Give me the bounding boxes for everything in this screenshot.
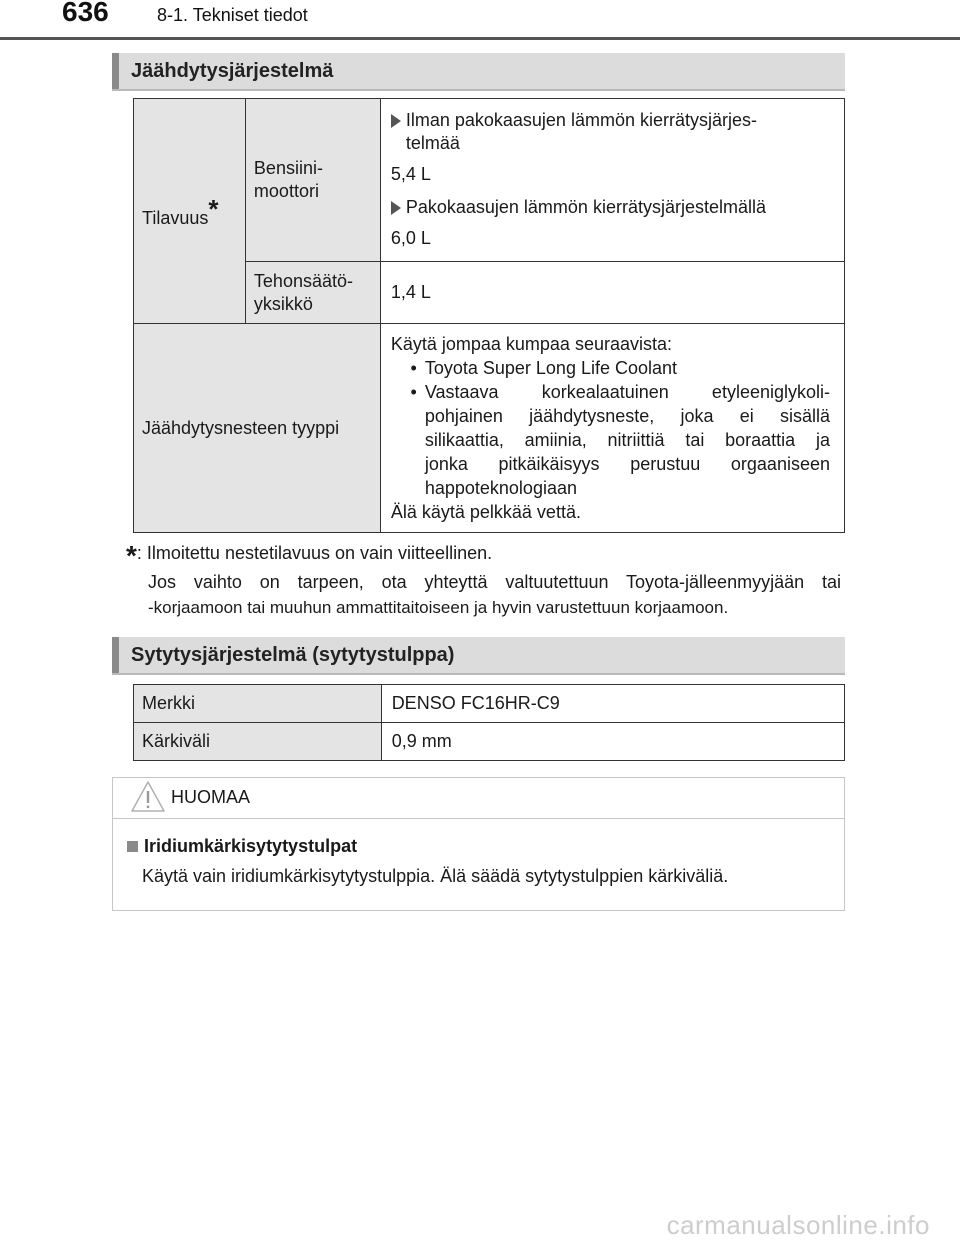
brand-label: Merkki	[142, 693, 195, 713]
bullet-dot-icon: •	[410, 358, 417, 378]
pcu-value: 1,4 L	[390, 282, 431, 302]
coolant-bullet1-text: Toyota Super Long Life Coolant	[424, 358, 678, 378]
gasoline-label-line1: Bensiini-	[253, 158, 323, 178]
option2-text: Pakokaasujen lämmön kierrätysjärjestelmällä	[405, 197, 766, 217]
option1-line2: telmää	[405, 133, 460, 153]
coolant-type-label-cell	[134, 324, 381, 533]
option1-line1: Ilman pakokaasujen lämmön kierrätysjärjes-	[405, 110, 757, 130]
cooling-heading-text: Jäähdytysjärjestelmä	[131, 60, 334, 82]
brand-value: DENSO FC16HR-C9	[391, 693, 560, 713]
header-rule	[0, 37, 960, 40]
option-with-recirculation	[391, 196, 830, 219]
coolant-bullet2-line: pohjainen jäähdytysneste, joka ei sisällä	[424, 406, 830, 426]
coolant-bullet-1	[391, 356, 830, 380]
notice-subheading-text: Iridiumkärkisytytystulpat	[144, 836, 358, 856]
footnote-mark: *	[126, 540, 137, 571]
notice-header	[113, 778, 844, 819]
pcu-label-line2: yksikkö	[253, 293, 313, 314]
ignition-spec-table	[133, 684, 845, 761]
pcu-capacity-cell	[380, 262, 844, 324]
cooling-spec-table	[133, 98, 845, 533]
coolant-bullet2-line: jonka pitkäikäisyys perustuu orgaaniseen	[424, 454, 830, 474]
triangle-bullet-icon	[391, 201, 401, 215]
footnote	[126, 540, 841, 621]
coolant-intro: Käytä jompaa kumpaa seuraavista:	[390, 334, 672, 354]
brand-label-cell	[134, 685, 382, 723]
ignition-heading-text: Sytytysjärjestelmä (sytytystulppa)	[131, 644, 455, 666]
gasoline-label-line2: moottori	[253, 181, 319, 201]
coolant-type-cell	[380, 324, 844, 533]
option1-value: 5,4 L	[390, 164, 431, 184]
triangle-bullet-icon	[391, 114, 401, 128]
warning-triangle-icon	[130, 780, 166, 814]
option2-value: 6,0 L	[390, 228, 431, 248]
cooling-section-heading	[112, 53, 845, 89]
gasoline-engine-label-cell	[245, 99, 380, 262]
coolant-warning: Älä käytä pelkkää vettä.	[390, 502, 581, 522]
pcu-label-cell	[245, 262, 380, 324]
notice-box	[112, 777, 845, 911]
footnote-line1-text: : Ilmoitettu nestetilavuus on vain viitteellinen.	[136, 543, 493, 563]
footnote-line3: -korjaamoon tai muuhun ammattitaitoiseen ja hyvin varustettuun korjaamoon.	[148, 598, 729, 617]
footnote-line1	[126, 540, 841, 569]
bullet-dot-icon: •	[410, 382, 417, 402]
footnote-line2: Jos vaihto on tarpeen, ota yhteyttä valtuutettuun Toyota-jälleenmyyjään tai	[148, 572, 841, 592]
notice-text: Käytä vain iridiumkärkisytytystulppia. Älä säädä sytytystulppien kärkiväliä.	[142, 866, 729, 886]
capacity-label-cell	[134, 99, 246, 324]
ignition-section-heading	[112, 637, 845, 673]
notice-title: HUOMAA	[171, 787, 251, 807]
coolant-bullet-2	[391, 380, 830, 500]
gap-value: 0,9 mm	[391, 731, 452, 751]
square-bullet-icon	[127, 841, 138, 852]
option-without-recirculation	[391, 109, 830, 155]
capacity-footnote-mark: *	[208, 193, 219, 224]
brand-value-cell	[381, 685, 844, 723]
gap-value-cell	[381, 723, 844, 761]
page-number: 636	[62, 0, 109, 27]
gap-label-cell	[134, 723, 382, 761]
coolant-type-label: Jäähdytysnesteen tyyppi	[142, 417, 340, 438]
gap-label: Kärkiväli	[142, 731, 211, 751]
watermark: carmanualsonline.info	[666, 1210, 930, 1240]
chapter-title: 8-1. Tekniset tiedot	[157, 5, 308, 25]
notice-subheading	[127, 836, 357, 857]
coolant-bullet2-line: silikaattia, amiinia, nitriittiä tai boraattia ja	[424, 430, 830, 450]
pcu-label-line1: Tehonsäätö-	[253, 270, 353, 291]
coolant-bullet2-line: happoteknologiaan	[424, 478, 577, 498]
capacity-label: Tilavuus	[142, 207, 209, 228]
coolant-bullet2-line: Vastaava korkealaatuinen etyleeniglykoli-	[424, 382, 830, 402]
gasoline-capacity-cell	[380, 99, 844, 262]
